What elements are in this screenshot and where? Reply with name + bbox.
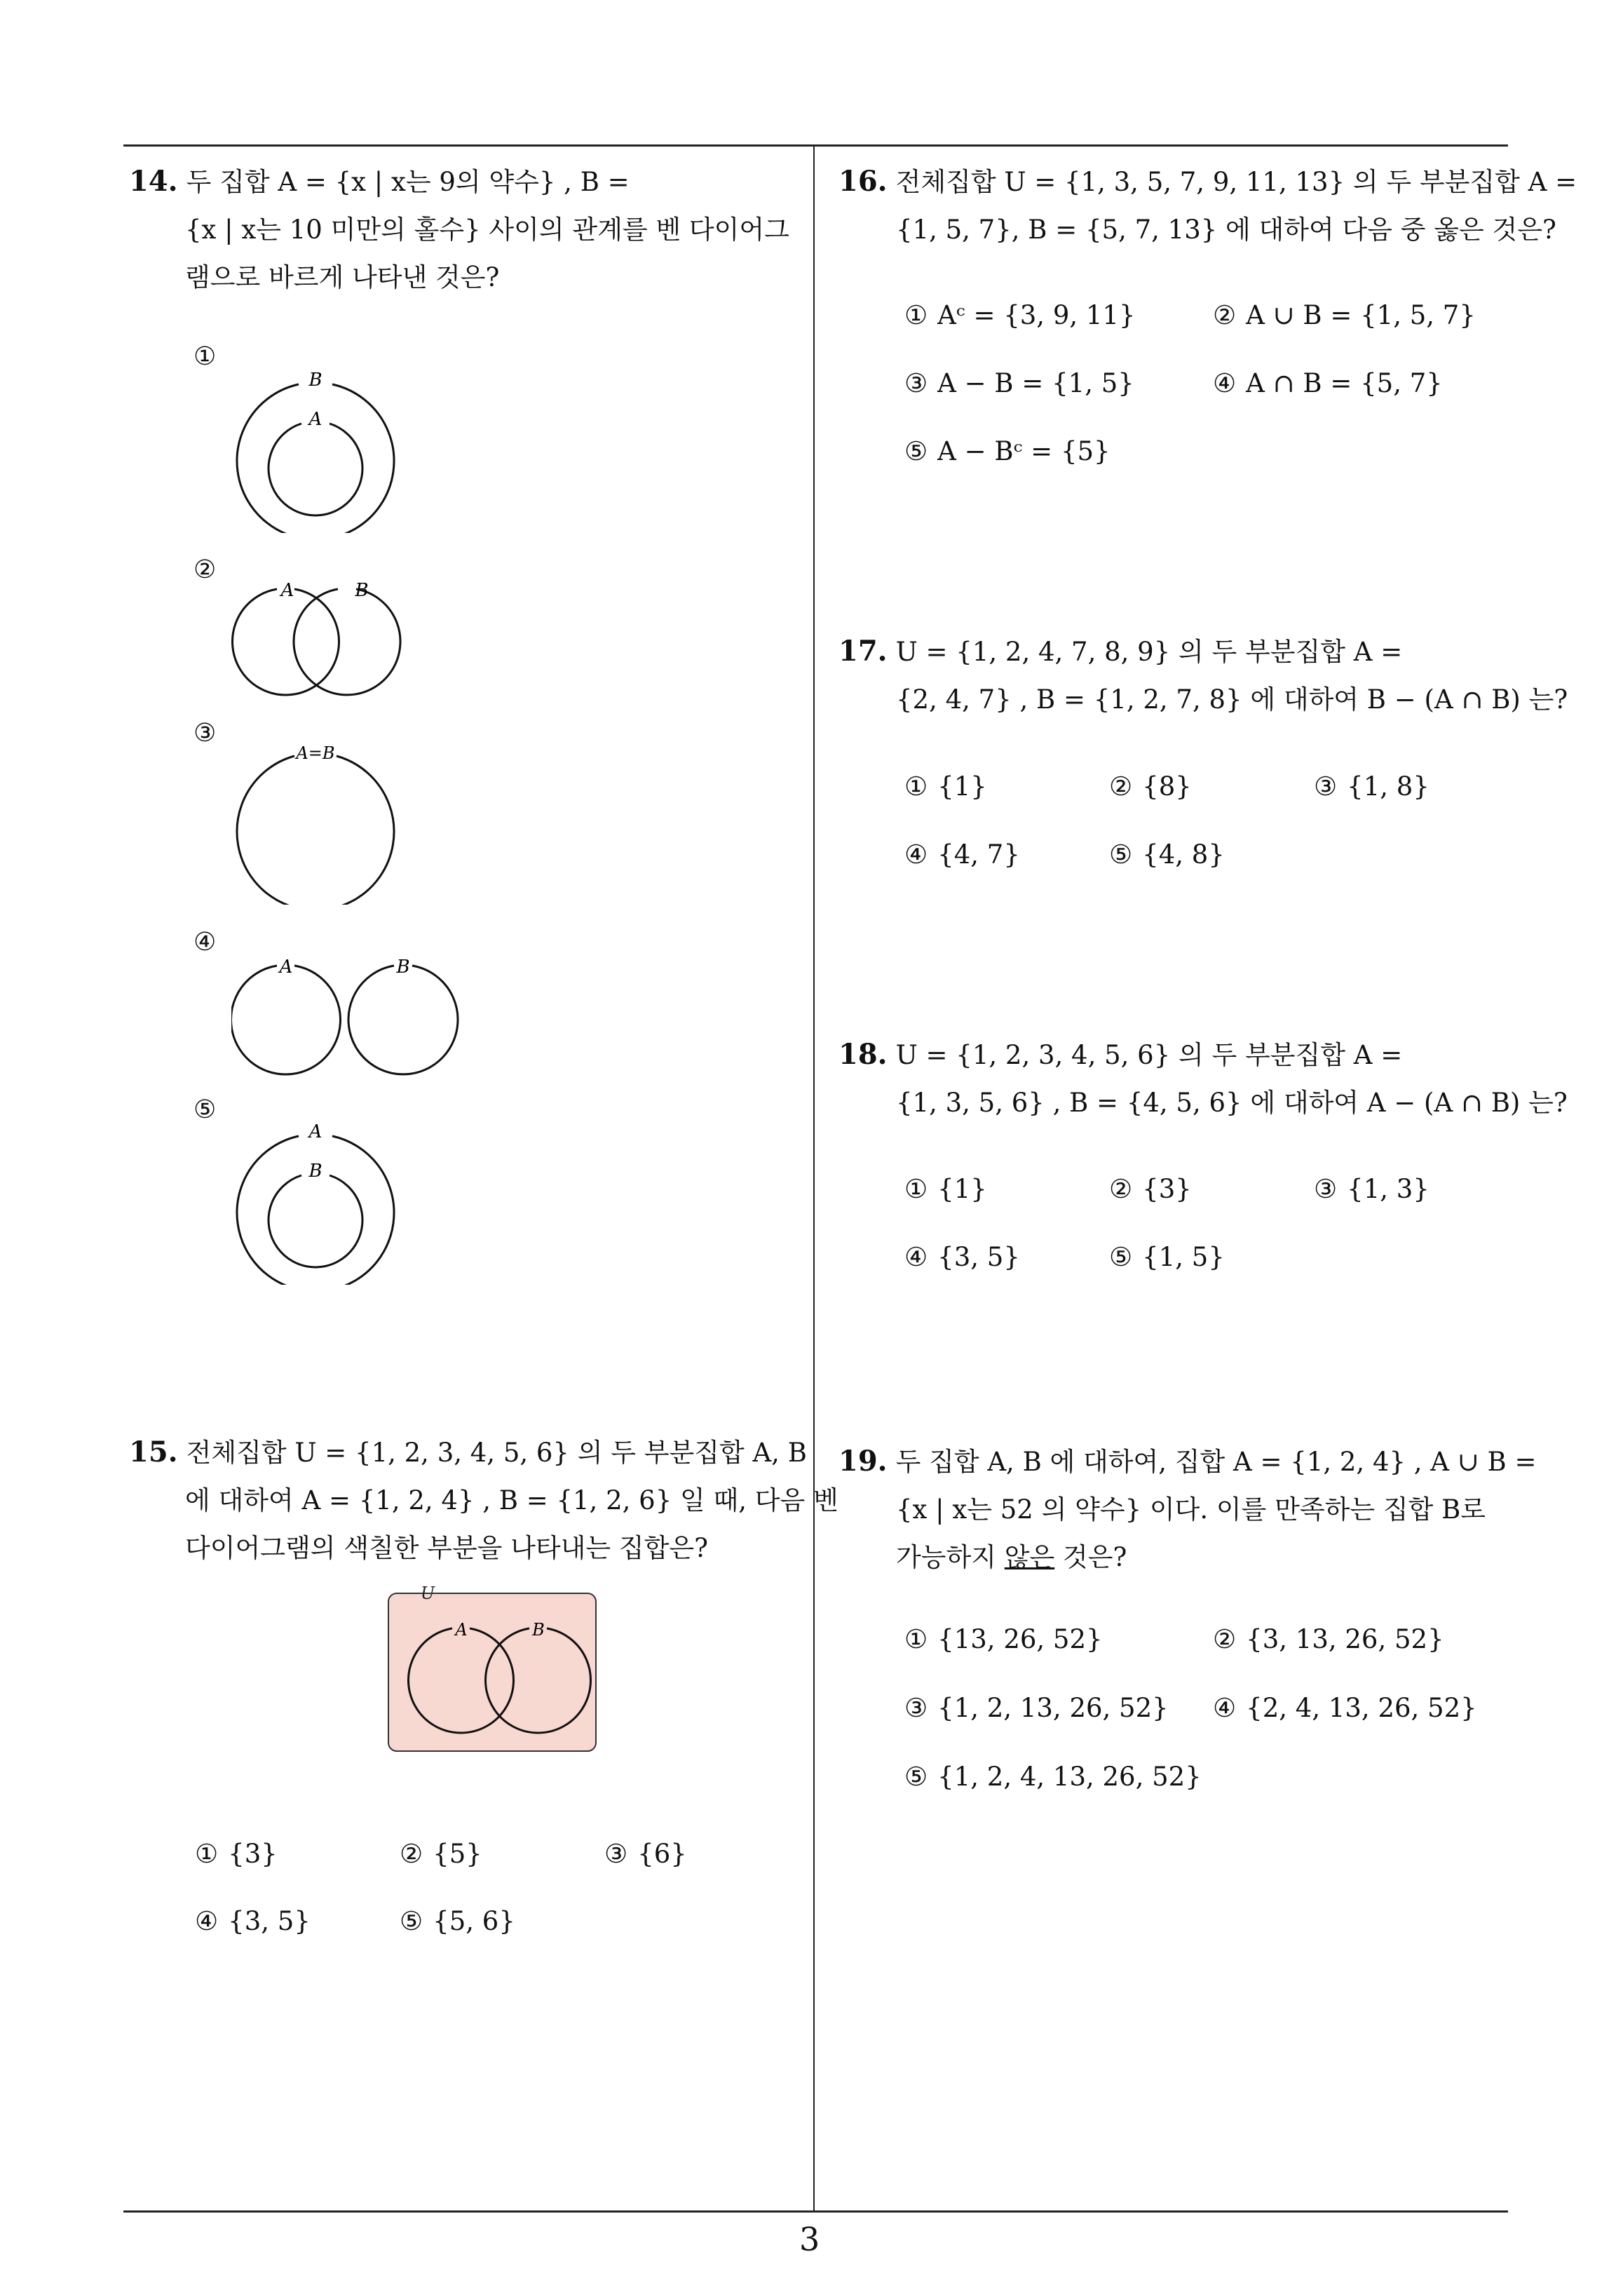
q17-choice-5-text: {4, 8} (1142, 839, 1225, 870)
page-number: 3 (799, 2220, 820, 2258)
q17-text-1: U = {1, 2, 4, 7, 8, 9} 의 두 부분집합 A = (895, 637, 1403, 667)
q14-option-4-mark: ④ (193, 928, 217, 957)
question-19 (838, 1438, 1537, 1581)
q17-choice-4-mark: ④ (904, 839, 928, 870)
q16-choice-5-text: A − Bᶜ = {5} (937, 436, 1111, 466)
q14-line2: {x | x는 10 미만의 홀수} 사이의 관계를 벤 다이어그 (185, 215, 789, 245)
q18-choice-1[interactable] (904, 1174, 987, 1204)
q17-choice-1-mark: ① (904, 771, 928, 802)
q17-line2: {2, 4, 7} , B = {1, 2, 7, 8} 에 대하여 B − (A ∩ B) 는? (896, 684, 1568, 715)
q19-choice-2[interactable] (1213, 1624, 1444, 1654)
q15-venn-diagram (386, 1578, 603, 1757)
q16-number: 16. (838, 165, 888, 198)
q16-choice-2-mark: ② (1213, 300, 1237, 330)
q15-right-label: B (532, 1620, 545, 1640)
q17-choice-1-text: {1} (937, 771, 987, 802)
q19-choice-4-text: {2, 4, 13, 26, 52} (1246, 1693, 1477, 1723)
q18-choice-1-text: {1} (937, 1174, 987, 1204)
q18-choice-3[interactable] (1314, 1174, 1430, 1204)
q15-choice-2-text: {5} (433, 1839, 482, 1869)
q17-choice-5-mark: ⑤ (1109, 839, 1133, 870)
q14-option-2-diagram (231, 575, 421, 701)
q19-text-1: 두 집합 A, B 에 대하여, 집합 A = {1, 2, 4} , A ∪ B = (895, 1447, 1537, 1477)
q15-choice-2-mark: ② (400, 1839, 423, 1869)
q15-choice-5[interactable] (400, 1906, 515, 1936)
q17-number: 17. (838, 635, 888, 668)
q17-choice-3-mark: ③ (1314, 771, 1338, 802)
q14-option-4-diagram (231, 950, 470, 1083)
q17-choice-2-text: {8} (1142, 771, 1192, 802)
q17-choice-3[interactable] (1314, 771, 1430, 802)
q18-choice-1-mark: ① (904, 1174, 928, 1204)
q15-left-label: A (455, 1620, 468, 1640)
q14-line1 (129, 158, 802, 206)
q14-option-1-mark: ① (193, 342, 217, 371)
q19-choice-5-text: {1, 2, 4, 13, 26, 52} (937, 1762, 1202, 1792)
q19-choice-3[interactable] (904, 1693, 1169, 1723)
q19-choice-4-mark: ④ (1213, 1693, 1237, 1723)
q15-choice-3[interactable] (604, 1839, 687, 1869)
q15-universe-label: U (420, 1583, 435, 1603)
q18-choice-4[interactable] (904, 1242, 1020, 1272)
q14-opt1-inner-label: A (308, 409, 322, 430)
q19-choice-3-mark: ③ (904, 1693, 928, 1723)
column-divider (813, 144, 815, 2212)
q18-choice-4-mark: ④ (904, 1242, 928, 1272)
q19-choice-4[interactable] (1213, 1693, 1477, 1723)
q16-choice-4-mark: ④ (1213, 368, 1237, 398)
q18-choice-2[interactable] (1109, 1174, 1192, 1204)
q16-choice-4-text: A ∩ B = {5, 7} (1246, 368, 1443, 398)
q14-opt3-label: A=B (296, 743, 335, 763)
q14-opt5-inner-label: B (308, 1161, 322, 1182)
q19-number: 19. (838, 1445, 888, 1478)
q16-choice-1-mark: ① (904, 300, 928, 330)
q19-choice-3-text: {1, 2, 13, 26, 52} (937, 1693, 1169, 1723)
q19-line3 (838, 1534, 1505, 1581)
top-rule (123, 144, 1508, 147)
q16-choice-5-mark: ⑤ (904, 436, 928, 466)
q18-line2: {1, 3, 5, 6} , B = {4, 5, 6} 에 대하여 A − (A ∩ B) 는? (896, 1088, 1568, 1118)
q19-choice-1-text: {13, 26, 52} (937, 1624, 1103, 1654)
q17-choice-2[interactable] (1109, 771, 1192, 802)
q17-choice-2-mark: ② (1109, 771, 1133, 802)
q19-choice-5[interactable] (904, 1762, 1202, 1792)
q14-line3: 램으로 바르게 나타낸 것은? (185, 262, 500, 292)
q14-option-3-diagram (231, 736, 400, 905)
q17-line1 (838, 628, 1505, 676)
q19-line3-underlined: 않은 (1004, 1542, 1055, 1572)
q15-choice-3-text: {6} (637, 1839, 687, 1869)
q15-choice-4-mark: ④ (195, 1906, 219, 1936)
q17-choice-4-text: {4, 7} (937, 839, 1020, 870)
q19-choice-1-mark: ① (904, 1624, 928, 1654)
question-17 (838, 628, 1568, 724)
q19-choice-1[interactable] (904, 1624, 1103, 1654)
q19-line2: {x | x는 52 의 약수} 이다. 이를 만족하는 집합 B로 (896, 1494, 1486, 1525)
q16-choice-4[interactable] (1213, 368, 1443, 398)
q18-choice-3-mark: ③ (1314, 1174, 1338, 1204)
q16-choice-1[interactable] (904, 300, 1136, 330)
q16-choice-3-text: A − B = {1, 5} (937, 368, 1134, 398)
q15-choice-4[interactable] (195, 1906, 311, 1936)
q18-choice-3-text: {1, 3} (1347, 1174, 1430, 1204)
q15-choice-1[interactable] (195, 1839, 278, 1869)
q18-number: 18. (838, 1038, 888, 1071)
q14-opt5-outer-label: A (308, 1121, 322, 1142)
q14-option-2-mark: ② (193, 555, 217, 584)
question-15 (129, 1429, 838, 1572)
q16-choice-1-text: Aᶜ = {3, 9, 11} (937, 300, 1136, 330)
q18-choice-5-text: {1, 5} (1142, 1242, 1225, 1272)
q14-option-1-diagram (231, 365, 400, 533)
q14-opt1-outer-label: B (308, 370, 322, 391)
q15-choice-4-text: {3, 5} (228, 1906, 311, 1936)
q15-choice-1-text: {3} (228, 1839, 278, 1869)
q14-opt4-left-label: A (279, 957, 293, 978)
q14-option-5-diagram (231, 1116, 400, 1285)
q18-choice-5[interactable] (1109, 1242, 1225, 1272)
q17-choice-3-text: {1, 8} (1347, 771, 1430, 802)
q14-text-1: 두 집합 A = {x | x는 9의 약수} , B = (186, 167, 630, 197)
q18-choice-2-text: {3} (1142, 1174, 1192, 1204)
question-14 (129, 158, 802, 302)
q19-line3-pre: 가능하지 (896, 1542, 1005, 1572)
q15-choice-2[interactable] (400, 1839, 482, 1869)
q18-text-1: U = {1, 2, 3, 4, 5, 6} 의 두 부분집합 A = (895, 1040, 1403, 1070)
q14-opt2-left-label: A (280, 580, 294, 601)
q15-number: 15. (129, 1436, 178, 1468)
q15-line3: 다이어그램의 색칠한 부분을 나타내는 집합은? (185, 1533, 708, 1563)
q15-universe-box (388, 1593, 596, 1751)
q17-choice-5[interactable] (1109, 839, 1225, 870)
q15-line1 (129, 1429, 807, 1477)
q15-choice-3-mark: ③ (604, 1839, 628, 1869)
q15-line2: 에 대하여 A = {1, 2, 4} , B = {1, 2, 6} 일 때, 다음 벤 (185, 1485, 838, 1515)
q16-text-1: 전체집합 U = {1, 3, 5, 7, 9, 11, 13} 의 두 부분집합 A = (895, 167, 1577, 197)
q16-choice-5[interactable] (904, 436, 1111, 466)
q18-choice-5-mark: ⑤ (1109, 1242, 1133, 1272)
q19-line1 (838, 1438, 1537, 1486)
q14-number: 14. (129, 165, 178, 198)
q15-choice-1-mark: ① (195, 1839, 219, 1869)
bottom-rule (123, 2210, 1508, 2213)
q14-opt2-right-label: B (355, 580, 369, 601)
q15-text-1: 전체집합 U = {1, 2, 3, 4, 5, 6} 의 두 부분집합 A, B (186, 1438, 807, 1468)
q16-line2: {1, 5, 7}, B = {5, 7, 13} 에 대하여 다음 중 옳은 것은? (896, 215, 1556, 245)
q16-choice-2[interactable] (1213, 300, 1476, 330)
q19-choice-2-text: {3, 13, 26, 52} (1246, 1624, 1444, 1654)
q19-choice-5-mark: ⑤ (904, 1762, 928, 1792)
question-18 (838, 1031, 1568, 1127)
q17-choice-4[interactable] (904, 839, 1020, 870)
q19-choice-2-mark: ② (1213, 1624, 1237, 1654)
q16-choice-3[interactable] (904, 368, 1134, 398)
q14-option-3-mark: ③ (193, 719, 217, 748)
q16-choice-2-text: A ∪ B = {1, 5, 7} (1246, 300, 1476, 330)
q15-choice-5-mark: ⑤ (400, 1906, 423, 1936)
q16-line1 (838, 158, 1577, 206)
q16-choice-3-mark: ③ (904, 368, 928, 398)
q15-choice-5-text: {5, 6} (433, 1906, 515, 1936)
q17-choice-1[interactable] (904, 771, 987, 802)
q18-line1 (838, 1031, 1505, 1079)
q14-option-5-mark: ⑤ (193, 1095, 217, 1124)
q19-line3-post: 것은? (1054, 1542, 1127, 1572)
question-16 (838, 158, 1577, 254)
q18-choice-4-text: {3, 5} (937, 1242, 1020, 1272)
q18-choice-2-mark: ② (1109, 1174, 1133, 1204)
q14-opt4-right-label: B (396, 957, 410, 978)
